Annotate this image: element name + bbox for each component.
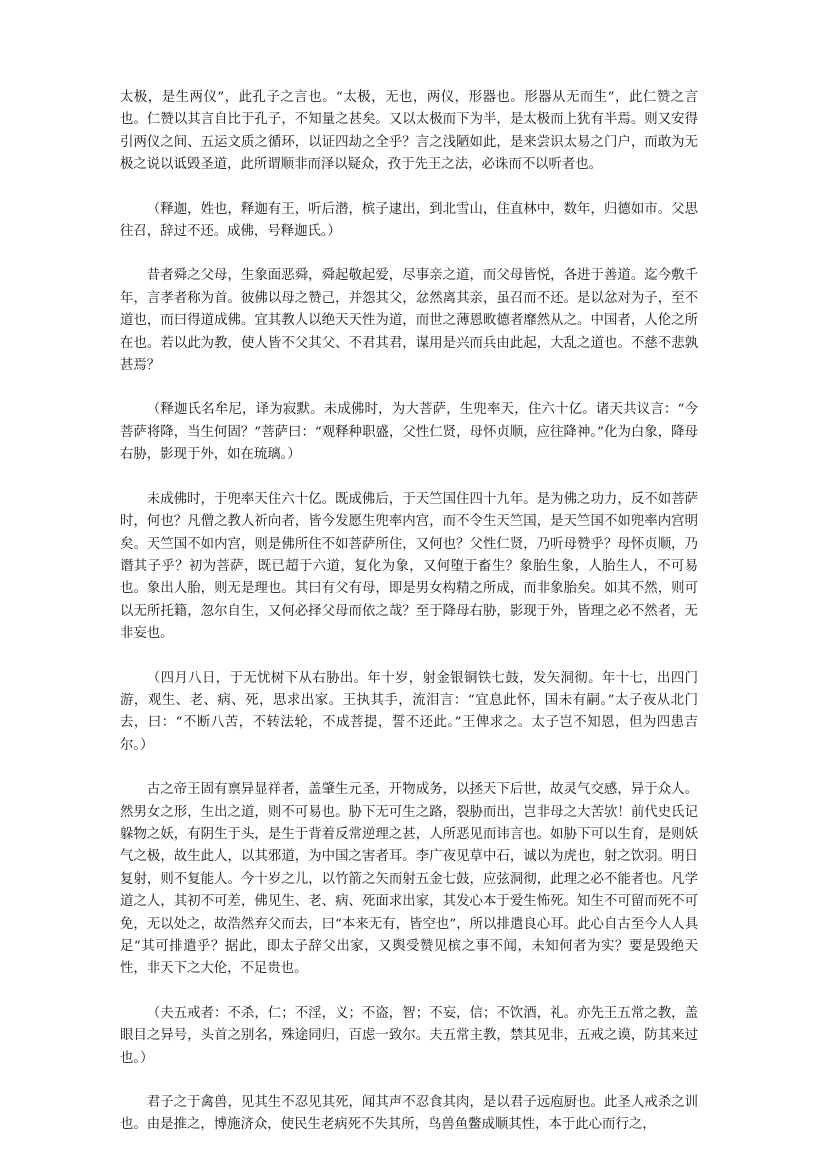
- annotation-paragraph: （夫五戒者：不杀，仁；不淫，义；不盗，智；不妄，信；不饮酒，礼。亦先王五常之教，盖眼目之异号，头首之别名，殊途同归，百虑一致尔。夫五常主教，禁其见非，五戒之谟，防其来过也。）: [120, 1005, 698, 1066]
- body-paragraph: 未成佛时，于兜率天住六十亿。既成佛后，于天竺国住四十九年。是为佛之功力，反不如菩萨时，何也？凡僧之教人祈向者，皆今发愿生兜率内宫，而不令生天竺国，是天竺国不如兜率内宫明矣。天竺国不如内宫，则是佛所住不如菩萨所住，又何也？父性仁贤，乃听母赞乎？母怀贞顺，乃谮其子乎？初为菩萨，既已超于六道，复化为象，又何堕于畜生？象胎生象，人胎生人，不可易也。象出人胎，则无是理也。其曰有父有母，即是男女构精之所成，而非象胎矣。如其不然，则可以无所托籍，忽尔自生，又何必择父母而依之哉？至于降母右胁，影现于外，皆理之必不然者，无非妄也。: [120, 491, 698, 642]
- body-paragraph: 君子之于禽兽，见其生不忍见其死，闻其声不忍食其肉，是以君子远庖厨也。此圣人戒杀之训也。由是推之，博施济众，使民生老病死不失其所，鸟兽鱼鳖成顺其性，本于此心而行之，: [120, 1095, 698, 1133]
- annotation-paragraph: （释迦氏名牟尼，译为寂默。未成佛时，为大菩萨，生兜率天，住六十亿。诸天共议言：“今菩萨将降，当生何固？”菩萨曰：“观释种职盛，父性仁贤，母怀贞顺，应往降神。”化为白象，降母右胁，影现于外，如在琉璃。）: [120, 402, 698, 463]
- body-paragraph: 古之帝王固有禀异显祥者，盖肇生元圣，开物成务，以拯天下后世，故灵气交感，异于众人。然男女之形，生出之道，则不可易也。胁下无可生之路，裂胁而出，岂非母之大苦欤！前代史氏记躲物之妖，有阴生于头，是生于背着反常逆理之甚，人所恶见而讳言也。如胁下可以生育，是则妖气之极，故生此人，以其邪道，为中国之害者耳。李广夜见草中石，诚以为虎也，射之饮羽。明日复射，则不复能人。今十岁之儿，以竹箭之矢而射五金七鼓，应弦洞彻，此理之必不能者也。凡学道之人，其初不可差，佛见生、老、病、死面求出家，其发心本于爱生怖死。知生不可留而死不可免，无以处之，故浩然弃父而去，曰“本来无有，皆空也”，所以排遣良心耳。此心自古至今人人具足“其可排遣乎？据此，即太子辞父出家，又舆受赞见槟之事不闻，未知何者为实？要是毁绝天性，非天下之大伦，不足贵也。: [120, 782, 698, 977]
- body-paragraph: 太极，是生两仪”，此孔子之言也。“太极，无也，两仪，形器也。形器从无而生”，此仁赞之言也。仁赞以其言自比于孔子，不知量之甚矣。又以太极而下为半，是太极而上犹有半焉。则又安得引两仪之间、五运文质之循环，以证四劫之全乎？言之浅陋如此，是来尝识太易之门户，而敢为无极之说以诋毁圣道，此所谓顺非而泽以疑众，孜于先王之法，必诛而不以听者也。: [120, 90, 698, 173]
- annotation-paragraph: （四月八日，于无忧树下从右胁出。年十岁，射金银铜铁七鼓，发矢洞彻。年十七，出四门游，观生、老、病、死，思求出家。王执其手，流泪言：“宜息此怀，国未有嗣。”太子夜从北门去，曰：“不断八苦，不转法轮，不成菩提，誓不还此。”王俾求之。太子岂不知恩，但为四患吉尔。）: [120, 670, 698, 753]
- body-paragraph: 昔者舜之父母，生象面恶舜，舜起敬起爱，尽事亲之道，而父母皆悦，各进于善道。迄今敷千年，言孝者称为首。彼佛以母之赞己，并怨其父，忿然离其亲，虽召而不还。是以忿对为子，至不道也，而曰得道成佛。宜其教人以绝天天性为道，而世之薄恩畋德者靡然从之。中国者，人伦之所在也。若以此为教，使人皆不父其父、不君其君，谋用是兴而兵由此起，大乱之道也。不慈不悲孰甚焉？: [120, 268, 698, 374]
- document-page: [120, 87, 698, 1159]
- annotation-paragraph: （释迦，姓也，释迦有王，听后潜，槟子逮出，到北雪山，住直林中，数年，归德如市。父思往召，辞过不还。成佛，号释迦氏。）: [120, 201, 698, 240]
